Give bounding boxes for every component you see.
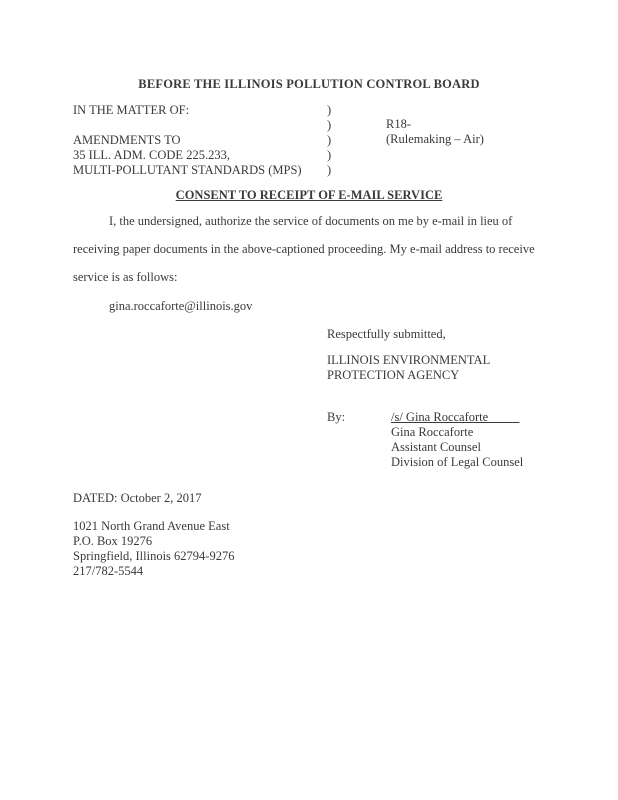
caption-line: MULTI-POLLUTANT STANDARDS (MPS): [73, 163, 302, 177]
signature: /s/ Gina Roccaforte: [391, 410, 489, 424]
email-address: gina.roccaforte@illinois.gov: [109, 299, 253, 313]
case-caption: [73, 103, 302, 178]
paren: ): [327, 163, 332, 177]
organization: [327, 353, 490, 383]
paren: ): [327, 118, 332, 132]
caption-line: [73, 118, 302, 133]
closing: Respectfully submitted,: [327, 327, 446, 341]
by-label: By:: [327, 410, 346, 424]
mailing-address: [73, 519, 234, 579]
docket-number: R18-: [386, 117, 411, 131]
phone-line: 217/782-5544: [73, 564, 144, 578]
body-line-3: service is as follows:: [73, 270, 178, 284]
signer-division: Division of Legal Counsel: [391, 455, 524, 469]
caption-line: 35 ILL. ADM. CODE 225.233,: [73, 148, 230, 162]
org-line-1: ILLINOIS ENVIRONMENTAL: [327, 353, 491, 367]
address-line: 1021 North Grand Avenue East: [73, 519, 230, 533]
paren: ): [327, 133, 332, 147]
dated-line: DATED: October 2, 2017: [73, 491, 202, 505]
paren: ): [327, 148, 332, 162]
caption-line: IN THE MATTER OF:: [73, 103, 190, 117]
address-line: Springfield, Illinois 62794-9276: [73, 549, 235, 563]
address-line: P.O. Box 19276: [73, 534, 153, 548]
docket-type: (Rulemaking – Air): [386, 132, 484, 146]
board-title: BEFORE THE ILLINOIS POLLUTION CONTROL BOARD: [138, 77, 480, 91]
signer-name: Gina Roccaforte: [391, 425, 474, 439]
org-line-2: PROTECTION AGENCY: [327, 368, 460, 382]
consent-heading: CONSENT TO RECEIPT OF E-MAIL SERVICE: [175, 188, 443, 202]
docket-info: [386, 117, 484, 147]
signer-title: Assistant Counsel: [391, 440, 481, 454]
paren: ): [327, 103, 332, 117]
caption-line: AMENDMENTS TO: [73, 133, 181, 147]
signature-block: [391, 410, 523, 470]
body-line-1: I, the undersigned, authorize the service of documents on me by e-mail in lieu of: [109, 214, 513, 228]
body-line-2: receiving paper documents in the above-captioned proceeding. My e-mail address to receive: [73, 242, 535, 256]
caption-parens: [327, 103, 331, 178]
